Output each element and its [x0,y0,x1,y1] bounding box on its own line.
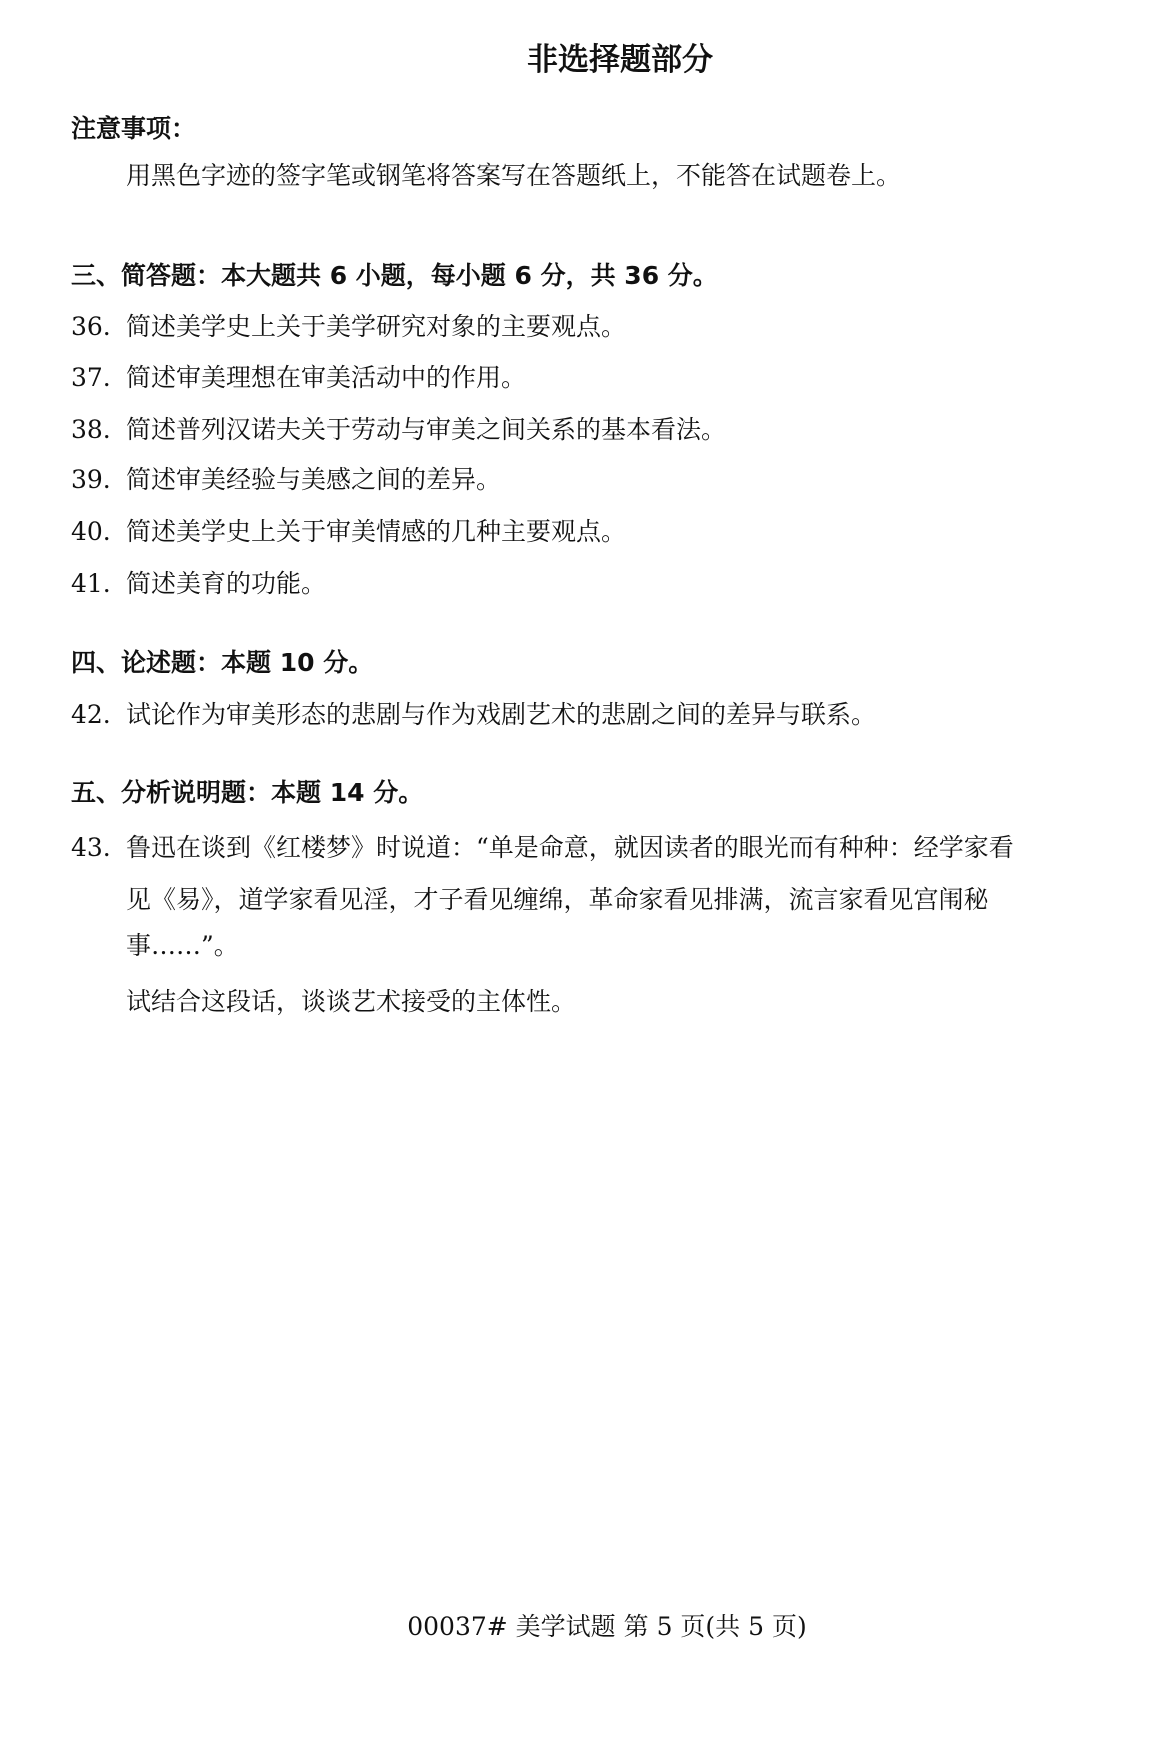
question-number: 37. [71,363,111,392]
section-heading-analysis: 五、分析说明题：本题 14 分。 [71,778,424,807]
question-number: 43. [71,833,111,862]
page-title: 非选择题部分 [527,42,713,78]
question-text-line: 鲁迅在谈到《红楼梦》时说道：“单是命意，就因读者的眼光而有种种：经学家看 [126,833,1014,862]
question-number: 42. [71,700,111,729]
question-41 [71,569,326,599]
question-37 [71,363,526,393]
section-heading-short-answer: 三、简答题：本大题共 6 小题，每小题 6 分，共 36 分。 [71,261,718,290]
question-number: 39. [71,465,111,494]
question-36 [71,312,626,342]
section-heading-essay: 四、论述题：本题 10 分。 [71,648,374,677]
question-text-line: 事……”。 [126,931,239,960]
question-39 [71,465,501,495]
page-footer: 00037# 美学试题 第 5 页(共 5 页) [407,1612,807,1641]
question-text: 简述美学史上关于美学研究对象的主要观点。 [126,312,627,341]
question-text-line: 见《易》，道学家看见淫，才子看见缠绵，革命家看见排满，流言家看见宫闱秘 [126,885,989,914]
question-text: 简述普列汉诺夫关于劳动与审美之间关系的基本看法。 [126,415,727,444]
question-text: 简述审美理想在审美活动中的作用。 [126,363,527,392]
question-number: 40. [71,517,111,546]
question-number: 38. [71,415,111,444]
question-text: 试论作为审美形态的悲剧与作为戏剧艺术的悲剧之间的差异与联系。 [126,700,877,729]
question-42 [71,700,876,730]
question-text: 简述美学史上关于审美情感的几种主要观点。 [126,517,627,546]
question-number: 41. [71,569,111,598]
notice-text: 用黑色字迹的签字笔或钢笔将答案写在答题纸上，不能答在试题卷上。 [126,161,902,190]
question-prompt: 试结合这段话，谈谈艺术接受的主体性。 [126,987,577,1016]
question-text: 简述美育的功能。 [126,569,327,598]
question-40 [71,517,626,547]
question-text: 简述审美经验与美感之间的差异。 [126,465,502,494]
question-number: 36. [71,312,111,341]
question-43 [71,833,1014,863]
notice-heading: 注意事项： [71,114,197,143]
question-38 [71,415,726,445]
